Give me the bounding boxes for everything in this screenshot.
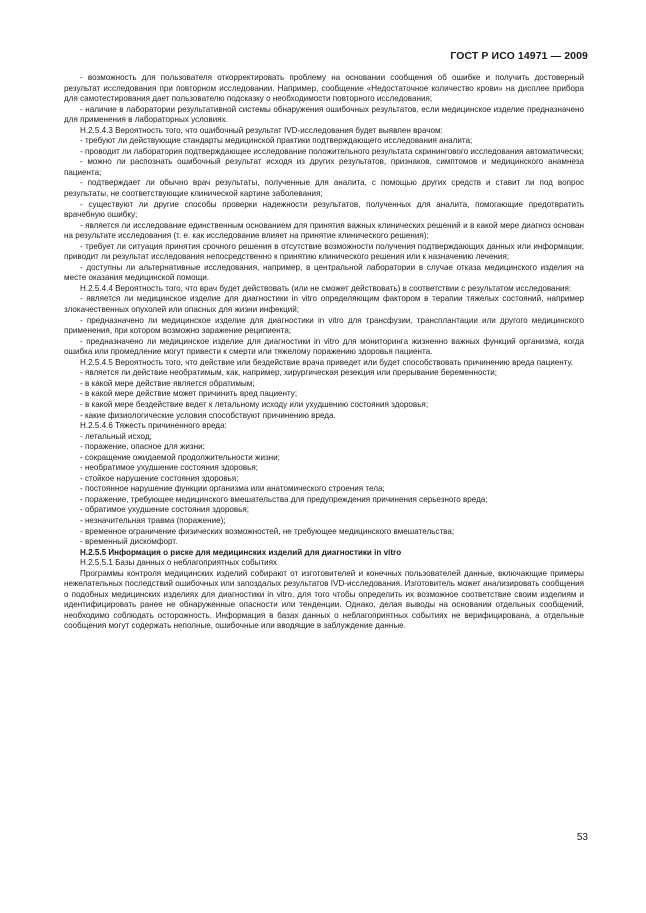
subsection-heading: Н.2.5.5.1 Базы данных о неблагоприятных событиях <box>80 558 278 568</box>
paragraph: Н.2.5.4.4 Вероятность того, что врач будет действовать (или не сможет действовать) в соответствии с результатом исследования: <box>80 283 572 293</box>
paragraph: - стойкое нарушение состояния здоровья; <box>80 473 239 483</box>
document-body <box>64 73 584 632</box>
paragraph: - в какой мере бездействие ведет к летальному исходу или ухудшению состояния здоровья; <box>80 399 429 409</box>
paragraph: - временный дискомфорт. <box>80 537 178 547</box>
paragraph: - проводит ли лаборатория подтверждающее исследование положительного результата скринингового исследования автоматически; <box>80 146 584 156</box>
paragraph: - предназначено ли медицинское изделие для диагностики in vitro для трансфузии, трансплантации или другого медицинского применения, при котором возможно заражение реципиента; <box>64 315 584 336</box>
paragraph: Программы контроля медицинских изделий собирают от изготовителей и конечных пользователей данные, включающие примеры нежелательных последствий ошибочных или запоздалых результатов IVD-исследования. Изготовитель может анализировать сообщения о подобных медицинских изделиях для диагностики in vitro, для того чтобы определить их возможное соответствие своим изделиям и идентифицировать ранее не обнаруженные опасности или тенденции. Однако, делая выводы на основании отдельных сообщений, необходимо соблюдать осторожность. Информация в базах данных о неблагоприятных событиях не верифицирована, а отдельные сообщения могут содержать неполные, ошибочные или вводящие в заблуждение данные. <box>64 568 584 631</box>
paragraph: - постоянное нарушение функции организма или анатомического строения тела; <box>80 484 385 494</box>
paragraph: - наличие в лаборатории результативной системы обнаружения ошибочных результатов, если медицинское изделие предназначено для применения в лабораторных условиях. <box>64 104 584 125</box>
paragraph: Н.2.5.4.5 Вероятность того, что действие или бездействие врача приведет или будет способствовать причинению вреда пациенту. <box>80 357 574 367</box>
paragraph: - является ли действие необратимым, как, например, хирургическая резекция или прерывание беременности; <box>80 368 497 378</box>
paragraph: - существуют ли другие способы проверки надежности результатов, полученных для аналита, помогающие предотвратить врачебную ошибку; <box>64 199 584 220</box>
paragraph: - требует ли ситуация принятия срочного решения в отсутствие возможности получения подтверждающих данных или информации; приводит ли результат исследования непосредственно к принятию клинического решения или к назначению лечения; <box>64 241 584 262</box>
paragraph: - временное ограничение физических возможностей, не требующее медицинского вмешательства; <box>80 526 455 536</box>
paragraph: - является ли медицинское изделие для диагностики in vitro определяющим фактором в терапии тяжелых состояний, например злокачественных опухолей или опасных для жизни инфекций; <box>64 294 584 315</box>
paragraph: - является ли исследование единственным основанием для принятия важных клинических решений и в какой мере диагноз основан на результате исследования (т. е. как исследование влияет на принятие клинического решения); <box>64 220 584 241</box>
paragraph: - сокращение ожидаемой продолжительности жизни; <box>80 452 280 462</box>
paragraph: - можно ли распознать ошибочный результат исходя из других результатов, признаков, симптомов и медицинского анамнеза пациента; <box>64 157 584 177</box>
paragraph: - предназначено ли медицинское изделие для диагностики in vitro для мониторинга жизненно важных функций организма, когда ошибка или промедление могут привести к смерти или тяжелому поражению здоровья пациента. <box>64 336 584 357</box>
paragraph: - доступны ли альтернативные исследования, например, в центральной лаборатории в случае отказа медицинского изделия на месте оказания медицинской помощи. <box>64 262 584 283</box>
paragraph: - обратимое ухудшение состояния здоровья; <box>80 505 249 515</box>
paragraph: - необратимое ухудшение состояния здоровья; <box>80 463 258 473</box>
paragraph: - подтверждает ли обычно врач результаты, полученные для аналита, с помощью других средств и ставит ли под вопрос результаты, не соответствующие клинической картине заболевания; <box>64 178 584 199</box>
document-header: ГОСТ Р ИСО 14971 — 2009 <box>450 50 588 62</box>
paragraph: - в какой мере действие может причинить вред пациенту; <box>80 389 298 399</box>
paragraph: - летальный исход; <box>80 431 152 441</box>
paragraph: - поражение, требующее медицинского вмешательства для предупреждения причинения серьезного вреда; <box>80 494 488 504</box>
paragraph: Н.2.5.4.6 Тяжесть причиненного вреда: <box>80 421 227 431</box>
paragraph: - незначительная травма (поражение); <box>80 515 226 525</box>
paragraph: Н.2.5.4.3 Вероятность того, что ошибочный результат IVD-исследования будет выявлен врачом: <box>80 125 443 135</box>
page-number: 53 <box>576 832 588 843</box>
section-heading: Н.2.5.5 Информация о риске для медицинских изделий для диагностики in vitro <box>80 547 402 557</box>
paragraph: - поражение, опасное для жизни; <box>80 442 205 452</box>
paragraph: - требуют ли действующие стандарты медицинской практики подтверждающего исследования аналита; <box>80 136 473 146</box>
paragraph: - какие физиологические условия способствуют причинению вреда. <box>80 410 336 420</box>
paragraph: - в какой мере действие является обратимым; <box>80 378 255 388</box>
paragraph: - возможность для пользователя откорректировать проблему на основании сообщения об ошибке и получить достоверный результат исследования при повторном исследовании. Например, сообщение «Недостаточное количество крови» на дисплее прибора для самотестирования дает пользователю подсказку о необходимости повторного исследования; <box>64 73 584 104</box>
